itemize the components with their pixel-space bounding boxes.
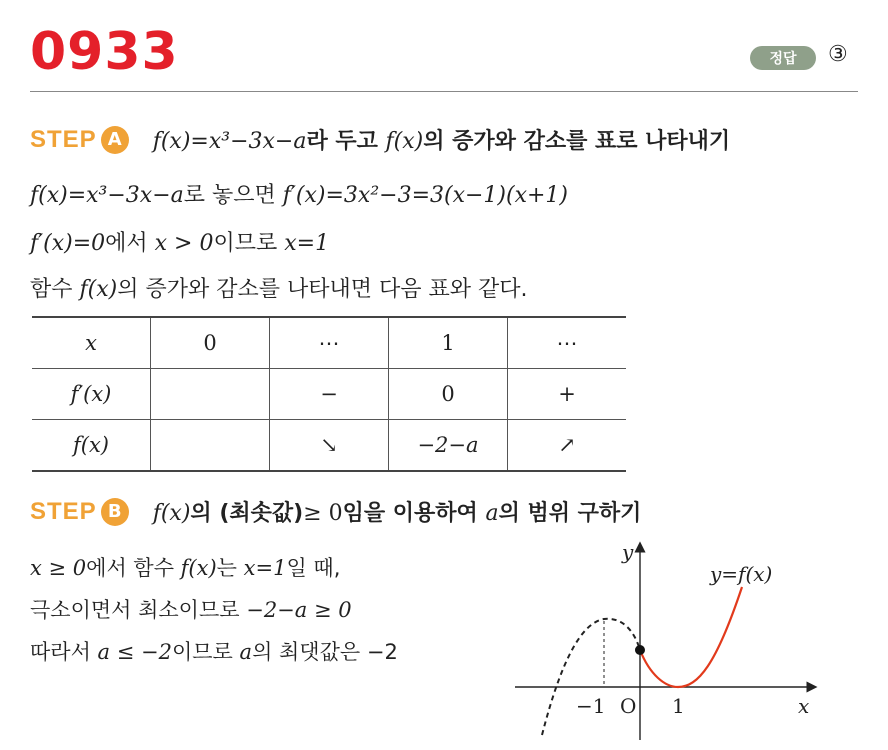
step-b-line3-math: a ≤ −2: [97, 640, 172, 664]
y-intercept-point: [635, 645, 645, 655]
step-a-title-math-1: f(x)=x³−3x−a: [152, 129, 307, 154]
step-a-title-math-2: f(x): [385, 129, 424, 154]
step-a-line3-math: f(x): [79, 277, 118, 302]
step-a-line1-math-2: f′(x)=3x²−3=3(x−1)(x+1): [282, 183, 569, 208]
tick-1-label: 1: [672, 694, 685, 718]
table-cell: ⋯: [508, 317, 627, 369]
step-a-line-3: [30, 272, 527, 303]
table-cell: −: [270, 369, 389, 420]
step-b-line1-text-1: 에서 함수: [86, 556, 181, 580]
table-row: [32, 420, 626, 472]
curve-solid-part: [640, 587, 742, 687]
step-b-title-math-1: f(x): [152, 501, 191, 526]
step-a-title-text-1: 라 두고: [306, 129, 386, 154]
step-b-line-1: [30, 552, 340, 582]
table-cell: 0: [151, 317, 270, 369]
step-a-line2-math-2: x > 0: [154, 231, 214, 256]
step-b-title: [153, 496, 642, 527]
step-b-title-math-2: ≥ 0: [303, 501, 343, 526]
step-b-title-text-3: 의 범위 구하기: [498, 501, 642, 526]
step-a-label: STEP: [30, 125, 97, 153]
increase-decrease-table: [32, 316, 626, 472]
origin-label: O: [620, 694, 637, 718]
table-cell: 1: [389, 317, 508, 369]
step-a-badge: A: [101, 126, 129, 154]
step-b-line1-math-3: x=1: [243, 556, 287, 580]
step-b-line3-text-1: 따라서: [30, 640, 98, 664]
y-axis-label: y: [622, 540, 634, 564]
step-b-heading: [30, 496, 641, 527]
table-cell: ↘: [270, 420, 389, 472]
step-b-line1-text-2: 는: [216, 556, 244, 580]
step-b-line1-math-1: x ≥ 0: [30, 556, 87, 580]
table-cell: [151, 369, 270, 420]
table-cell: −2−a: [389, 420, 508, 472]
step-b-title-math-3: a: [485, 501, 499, 526]
step-b-line-3: [30, 636, 398, 666]
table-cell: ↗: [508, 420, 627, 472]
step-a-line1-math: f(x)=x³−3x−a: [30, 183, 184, 208]
step-b-line2-text-1: 극소이면서 최소이므로: [30, 598, 247, 622]
step-b-line-2: [30, 594, 352, 624]
step-b-title-text-2: 임을 이용하여: [342, 501, 486, 526]
step-a-line-2: [30, 226, 329, 257]
table-cell: [151, 420, 270, 472]
step-a-line2-text: 에서: [105, 231, 155, 256]
header-divider: [30, 91, 858, 92]
table-row: [32, 369, 626, 420]
step-a-heading: [30, 124, 730, 155]
step-b-line2-math: −2−a ≥ 0: [246, 598, 352, 622]
step-b-title-text-1: 의 (최솟값): [190, 501, 304, 526]
answer-badge: 정답: [750, 46, 816, 70]
table-cell: +: [508, 369, 627, 420]
step-a-line3-text-1: 함수: [30, 277, 80, 302]
step-b-label: STEP: [30, 497, 97, 525]
step-a-line2-math: f′(x)=0: [30, 231, 106, 256]
step-a-line2-math-3: x=1: [284, 231, 330, 256]
step-a-line3-text-2: 의 증가와 감소를 나타내면 다음 표와 같다.: [117, 277, 528, 302]
table-cell: f′(x): [32, 369, 151, 420]
step-a-line1-text: 로 놓으면: [183, 183, 283, 208]
x-axis-label: x: [798, 694, 810, 718]
step-a-line-1: [30, 178, 568, 209]
problem-number: 0933: [30, 22, 179, 82]
table-cell: f(x): [32, 420, 151, 472]
table-cell: x: [32, 317, 151, 369]
step-a-title-text-2: 의 증가와 감소를 표로 나타내기: [423, 129, 731, 154]
step-b-line1-text-3: 일 때,: [286, 556, 341, 580]
answer-value: ③: [828, 42, 848, 67]
step-b-line1-math-2: f(x): [180, 556, 217, 580]
step-a-title: [153, 124, 730, 155]
step-b-line3-text-3: 의 최댓값은 −2: [252, 640, 398, 664]
table-cell: 0: [389, 369, 508, 420]
function-graph: [500, 535, 840, 745]
table-row: [32, 317, 626, 369]
step-b-line3-text-2: 이므로: [171, 640, 240, 664]
tick-neg1-label: −1: [576, 694, 606, 718]
step-b-badge: B: [101, 498, 129, 526]
table-cell: ⋯: [270, 317, 389, 369]
step-b-line3-math-2: a: [239, 640, 253, 664]
curve-label: y=f(x): [710, 562, 773, 586]
step-a-line2-text-2: 이므로: [213, 231, 285, 256]
